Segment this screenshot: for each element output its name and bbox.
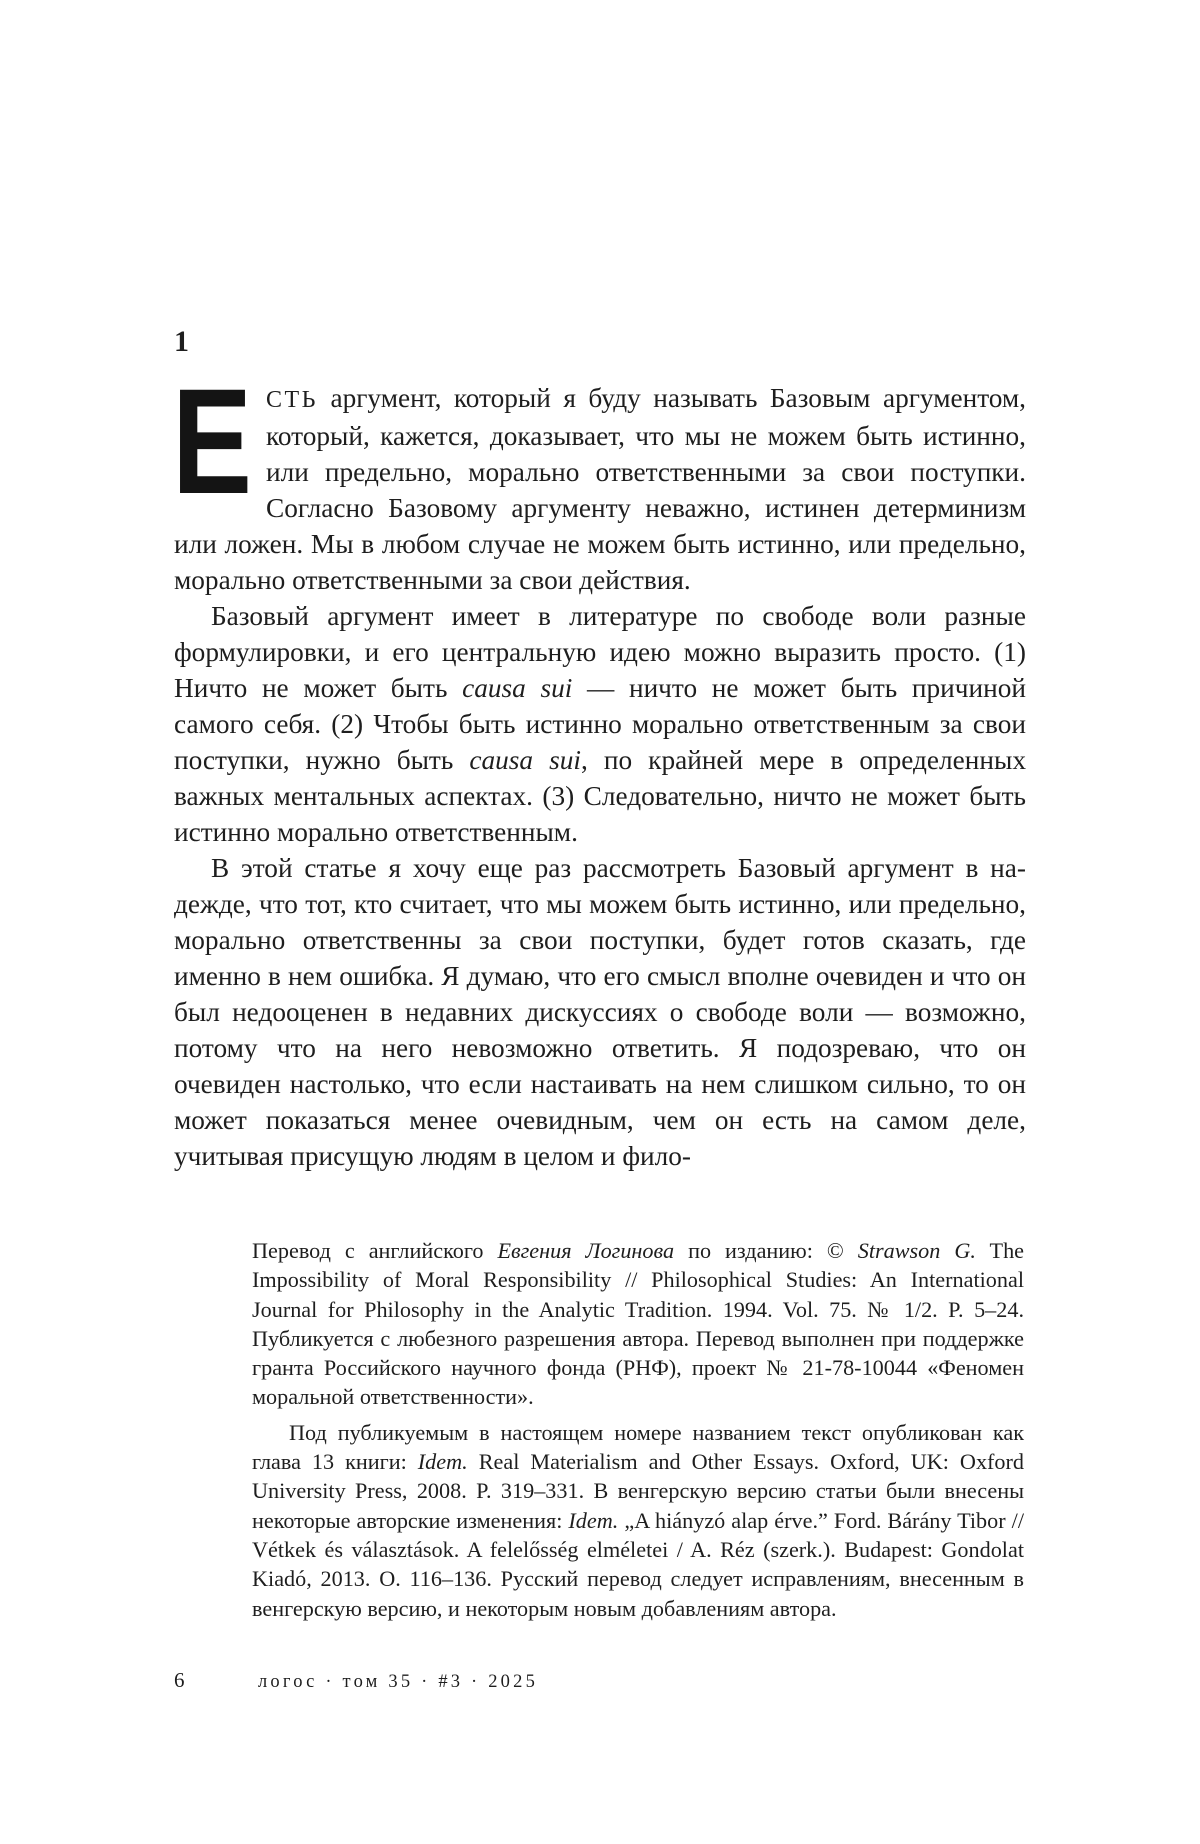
note-text: Под публикуемым в настоящем номере названием текст опубликован как глава 13 книги: — [252, 1419, 1024, 1475]
paragraph-1 — [172, 357, 1026, 598]
translator-name: Евгения Логинова — [497, 1238, 675, 1263]
paragraph-2-text-a: Базовый аргумент имеет в литературе по свободе воли разные формулировки, и его центральную идею можно выразить просто. (1) Ничто не может быть — [174, 601, 1026, 703]
page-number: 6 — [174, 1668, 185, 1692]
section-number: 1 — [174, 325, 189, 358]
idem-ref: Idem. — [417, 1449, 468, 1475]
note-text: по изданию: © — [674, 1238, 858, 1263]
note-text: „A hiányzó alap érve.” Ford. Bárány Tibor // Vétkek és választások. A felelősség elméletei / A. Réz (szerk.). Budapest: Gondolat Kiadó, 2013. O. 116–136. Русский перевод следует исправлениям, внесенным в венгерскую версию, и некоторым новым добавлениям автора. — [252, 1507, 1024, 1621]
paragraph-3: В этой статье я хочу еще раз рассмотреть Базовый аргумент в надежде, что тот, кто считает, что мы можем быть истинно, или предельно, морально ответственны за свои поступки, будет готов сказать, где именно в нем ошибка. Я думаю, что его смысл вполне очевиден и что он был недооценен в недавних дискуссиях о свободе воли — возможно, потому что на него невозможно ответить. Я подозреваю, что он очевиден настолько, что если настаивать на нем слишком сильно, то он может показаться менее очевидным, чем он есть на самом деле, учитывая присущую людям в целом и фило- — [174, 853, 1026, 1171]
note-text: The Impossibility of Moral Responsibility // Philosophical Studies: An International Journal for Philosophy in the Analytic Tradition. 1994. Vol. 75. № 1/2. P. 5–24. Публикуется с любезного разрешения автора. Перевод выполнен при поддержке гранта Российского научного фонда (РНФ), проект № 21-78-10044 «Феномен моральной ответственности». — [252, 1238, 1025, 1410]
source-note — [252, 1418, 1024, 1623]
publication-notes — [252, 1236, 1024, 1629]
drop-cap: Е — [172, 357, 253, 525]
body-text — [172, 357, 1026, 1174]
paragraph-1-text: аргумент, который я буду называть Базовым аргументом, который, кажется, доказывает, что мы не можем быть истинно, или предельно, морально ответственными за свои поступки. Согласно Базовому аргументу неважно, истинен детерминизм или ложен. Мы в любом случае не можем быть истинно, или предельно, морально ответственными за свои действия. — [174, 383, 1026, 595]
idem-ref: Idem. — [568, 1507, 619, 1533]
paragraph-2 — [174, 598, 1026, 850]
page-footer — [174, 1666, 538, 1696]
note-text: Real Materialism and Other Essays. Oxford, UK: Oxford University Press, 2008. P. 319–331. В венгерскую версию статьи были внесены некоторые авторские изменения: — [252, 1449, 1025, 1533]
translation-note — [252, 1236, 1024, 1412]
paragraph-2-text-b: — ничто не может быть причиной самого себя. (2) Чтобы быть истинно морально ответственным за свои поступки, нужно быть — [174, 673, 1026, 775]
small-caps-lead: СТЬ — [266, 387, 318, 413]
paragraph-2-text-c: , по крайней мере в определенных важных ментальных аспектах. (3) Следовательно, ничто не может быть истинно морально ответственным. — [174, 745, 1026, 847]
latin-term: causa sui — [462, 673, 573, 703]
author-name: Strawson G. — [857, 1238, 976, 1263]
latin-term: causa sui — [469, 745, 581, 775]
note-text: Перевод с английского — [252, 1238, 498, 1263]
journal-running-head: логос · том 35 · #3 · 2025 — [258, 1672, 539, 1692]
